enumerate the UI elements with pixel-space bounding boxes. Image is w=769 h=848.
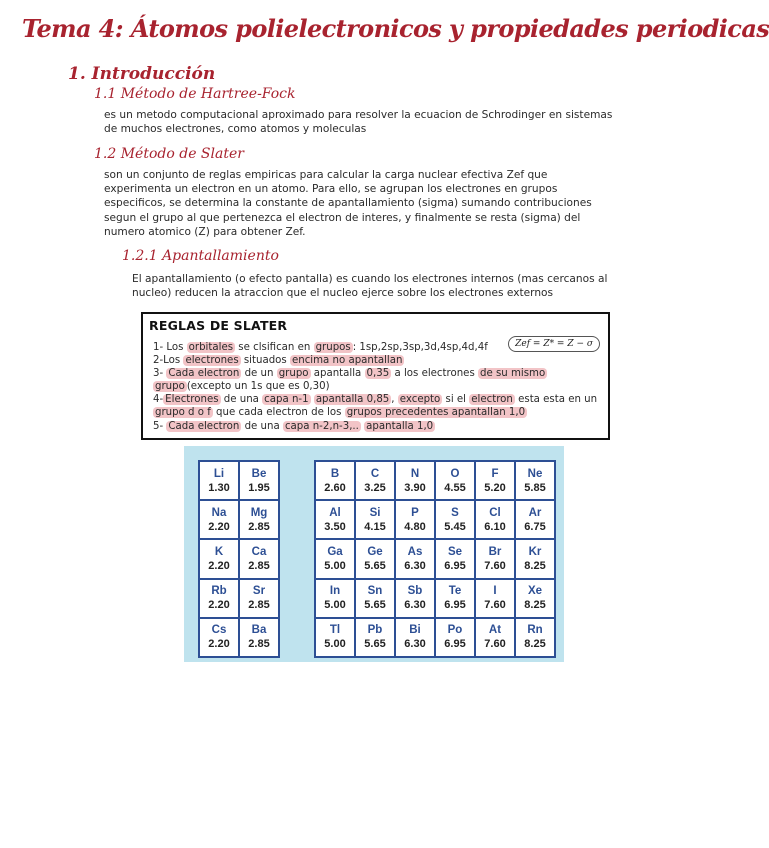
element-symbol: Ge	[367, 545, 383, 558]
rule-text: a los electrones	[391, 368, 478, 380]
element-cell-br	[475, 539, 515, 578]
rule-text: se clsifican en	[235, 342, 314, 353]
element-symbol: C	[370, 467, 380, 480]
apantallamiento-paragraph	[132, 272, 607, 300]
element-value: 6.75	[524, 520, 546, 533]
element-cell-c	[355, 461, 395, 500]
highlighted-text: capa n-2,n-3,..	[284, 420, 359, 432]
element-value: 8.25	[524, 559, 546, 572]
rule-text: 3-	[153, 368, 167, 380]
element-value: 8.25	[524, 638, 546, 651]
element-value: 6.95	[444, 599, 466, 612]
element-cell-se	[435, 539, 475, 578]
element-cell-kr	[515, 539, 555, 578]
element-value: 5.65	[364, 559, 386, 572]
element-value: 4.15	[364, 520, 386, 533]
paragraph-line: de muchos electrones, como atomos y moleculas	[104, 123, 367, 136]
element-value: 6.95	[444, 559, 466, 572]
element-value: 2.85	[248, 559, 270, 572]
highlighted-text: capa n-1	[264, 394, 309, 406]
element-value: 7.60	[484, 559, 506, 572]
paragraph-line: es un metodo computacional aproximado para resolver la ecuacion de Schrodinger en sistemas	[104, 109, 613, 121]
rule-text: 4-	[153, 394, 164, 406]
element-cell-ar	[515, 500, 555, 539]
rule-text: situados	[240, 355, 290, 367]
element-symbol: Ne	[527, 467, 543, 480]
element-symbol: S	[451, 506, 459, 519]
element-value: 6.95	[444, 638, 466, 651]
element-symbol: Sr	[252, 585, 266, 598]
element-value: 1.30	[208, 481, 230, 494]
element-cell-at	[475, 618, 515, 657]
paragraph-line: son un conjunto de reglas empiricas para calcular la carga nuclear efectiva Zef que	[104, 169, 548, 181]
element-value: 2.85	[248, 638, 270, 651]
element-cell-al	[315, 500, 355, 539]
rule-text: que cada electron de los	[212, 407, 345, 419]
element-symbol: Sb	[407, 585, 423, 598]
element-cell-i	[475, 579, 515, 618]
element-value: 5.00	[324, 599, 346, 612]
element-cell-ba	[239, 618, 279, 657]
slater-rules-list	[153, 341, 603, 433]
element-cell-ga	[315, 539, 355, 578]
highlighted-text: excepto	[399, 394, 441, 406]
element-symbol: Na	[211, 506, 227, 519]
element-cell-s	[435, 500, 475, 539]
element-symbol: Be	[251, 467, 267, 480]
element-value: 7.60	[484, 599, 506, 612]
page-title: Tema 4: Átomos polielectronicos y propiedades periodicas	[22, 14, 769, 43]
element-symbol: I	[493, 585, 497, 598]
element-cell-o	[435, 461, 475, 500]
element-symbol: As	[407, 545, 423, 558]
highlighted-text: apantalla 1,0	[366, 420, 434, 432]
element-value: 5.65	[364, 599, 386, 612]
highlighted-text: grupo	[278, 368, 309, 380]
element-symbol: Kr	[528, 545, 542, 558]
element-symbol: Si	[369, 506, 381, 519]
element-cell-sr	[239, 579, 279, 618]
element-symbol: Po	[447, 624, 463, 637]
zef-formula: Zef = Z* = Z − σ	[508, 336, 600, 352]
element-symbol: O	[450, 467, 460, 480]
highlighted-text: electrones	[185, 355, 239, 367]
slater-rule-line	[153, 341, 603, 354]
element-cell-rb	[199, 579, 239, 618]
table-groups-13-18	[314, 460, 556, 658]
element-value: 2.85	[248, 520, 270, 533]
slater-rule-line	[153, 380, 603, 393]
element-cell-as	[395, 539, 435, 578]
element-symbol: In	[329, 585, 341, 598]
element-cell-cs	[199, 618, 239, 657]
highlighted-text: grupo	[155, 381, 185, 393]
element-value: 5.65	[364, 638, 386, 651]
highlighted-text: orbitales	[188, 342, 234, 353]
element-cell-te	[435, 579, 475, 618]
element-symbol: Se	[447, 545, 463, 558]
highlighted-text: electron	[471, 394, 513, 406]
element-cell-ge	[355, 539, 395, 578]
slater-rules-title: REGLAS DE SLATER	[149, 318, 288, 333]
paragraph-line: nucleo) reducen la atraccion que el nucleo ejerce sobre los electrones externos	[132, 287, 554, 300]
paragraph-line: El apantallamiento (o efecto pantalla) es cuando los electrones internos (mas cercanos al	[132, 273, 608, 285]
element-symbol: Bi	[409, 624, 421, 637]
paragraph-line: especificos, se determina la constante de apantallamiento (sigma) sumando contribuciones	[104, 197, 592, 210]
element-value: 8.25	[524, 599, 546, 612]
element-value: 3.50	[324, 520, 346, 533]
element-value: 2.20	[208, 638, 230, 651]
rule-text: esta esta en un	[514, 394, 598, 406]
element-cell-rn	[515, 618, 555, 657]
rule-text: : 1sp,2sp,3sp,3d,4sp,4d,4f	[352, 342, 488, 353]
highlighted-text: encima no apantallan	[291, 355, 403, 367]
element-cell-xe	[515, 579, 555, 618]
highlighted-text: Electrones	[165, 394, 219, 406]
element-cell-p	[395, 500, 435, 539]
slater-rule-line	[153, 367, 603, 380]
slater-heading: 1.2 Método de Slater	[94, 146, 244, 162]
element-cell-k	[199, 539, 239, 578]
element-value: 2.20	[208, 599, 230, 612]
element-cell-sb	[395, 579, 435, 618]
element-value: 6.30	[404, 638, 426, 651]
element-value: 4.55	[444, 481, 466, 494]
element-value: 5.45	[444, 520, 466, 533]
element-cell-na	[199, 500, 239, 539]
element-symbol: Al	[329, 506, 341, 519]
element-cell-bi	[395, 618, 435, 657]
element-symbol: Rn	[527, 624, 543, 637]
element-cell-f	[475, 461, 515, 500]
element-symbol: F	[491, 467, 499, 480]
highlighted-text: Cada electron	[168, 420, 240, 432]
element-value: 5.00	[324, 638, 346, 651]
hartree-fock-heading: 1.1 Método de Hartree-Fock	[94, 86, 296, 102]
highlighted-text: 0,35	[366, 368, 390, 380]
rule-text: 1- Los	[153, 342, 187, 353]
rule-text: de una	[241, 420, 283, 432]
slater-rule-line	[153, 406, 603, 419]
element-cell-in	[315, 579, 355, 618]
element-value: 6.30	[404, 599, 426, 612]
element-symbol: Te	[448, 585, 462, 598]
rule-text: si el	[442, 394, 470, 406]
paragraph-line: segun el grupo al que pertenezca el electron de interes, y finalmente se resta (sigma) del	[104, 211, 581, 224]
element-value: 4.80	[404, 520, 426, 533]
element-symbol: Cs	[211, 624, 227, 637]
element-cell-ne	[515, 461, 555, 500]
element-cell-cl	[475, 500, 515, 539]
highlighted-text: de su mismo	[480, 368, 546, 380]
element-symbol: Li	[213, 467, 225, 480]
highlighted-text: grupo d o f	[155, 407, 211, 419]
rule-text: de un	[241, 368, 277, 380]
slater-rules-box	[141, 312, 610, 440]
element-symbol: N	[410, 467, 420, 480]
paragraph-line: experimenta un electron en un atomo. Para ello, se agrupan los electrones en grupos	[104, 183, 558, 196]
element-cell-mg	[239, 500, 279, 539]
element-symbol: Ar	[528, 506, 542, 519]
element-value: 3.25	[364, 481, 386, 494]
section-introduccion-heading: 1. Introducción	[68, 64, 216, 84]
element-symbol: K	[214, 545, 224, 558]
element-cell-b	[315, 461, 355, 500]
rule-text: 2-Los	[153, 355, 184, 367]
highlighted-text: grupos	[315, 342, 351, 353]
rule-text: ,	[391, 394, 398, 406]
element-value: 2.85	[248, 599, 270, 612]
apantallamiento-heading: 1.2.1 Apantallamiento	[122, 248, 279, 264]
element-symbol: Cl	[489, 506, 501, 519]
highlighted-text: apantalla 0,85	[315, 394, 390, 406]
element-value: 5.20	[484, 481, 506, 494]
rule-text: de una	[220, 394, 263, 406]
element-symbol: Pb	[367, 624, 383, 637]
element-value: 2.60	[324, 481, 346, 494]
element-symbol: At	[488, 624, 502, 637]
rule-text: 5-	[153, 420, 167, 432]
element-value: 2.20	[208, 559, 230, 572]
element-symbol: Rb	[211, 585, 227, 598]
hartree-fock-paragraph	[104, 108, 612, 136]
element-cell-tl	[315, 618, 355, 657]
element-symbol: Sn	[367, 585, 383, 598]
element-symbol: Tl	[329, 624, 341, 637]
paragraph-line: numero atomico (Z) para obtener Zef.	[104, 225, 306, 238]
element-cell-be	[239, 461, 279, 500]
element-value: 1.95	[248, 481, 270, 494]
element-value: 6.10	[484, 520, 506, 533]
element-cell-n	[395, 461, 435, 500]
slater-rule-line	[153, 393, 603, 406]
element-cell-si	[355, 500, 395, 539]
element-value: 7.60	[484, 638, 506, 651]
element-value: 2.20	[208, 520, 230, 533]
element-symbol: Ca	[251, 545, 267, 558]
table-groups-1-2	[198, 460, 280, 658]
slater-rule-line	[153, 354, 603, 367]
slater-rule-line	[153, 420, 603, 433]
element-symbol: Xe	[527, 585, 543, 598]
element-value: 3.90	[404, 481, 426, 494]
element-cell-li	[199, 461, 239, 500]
element-symbol: Mg	[250, 506, 268, 519]
element-cell-ca	[239, 539, 279, 578]
element-value: 5.00	[324, 559, 346, 572]
highlighted-text: grupos precedentes apantallan 1,0	[346, 407, 526, 419]
rule-text: (excepto un 1s que es 0,30)	[186, 381, 330, 393]
element-symbol: Ba	[251, 624, 267, 637]
element-symbol: Ga	[327, 545, 343, 558]
element-cell-po	[435, 618, 475, 657]
element-value: 5.85	[524, 481, 546, 494]
element-value: 6.30	[404, 559, 426, 572]
element-cell-sn	[355, 579, 395, 618]
element-symbol: P	[411, 506, 419, 519]
electronegativity-tables	[184, 446, 564, 662]
rule-text: apantalla	[310, 368, 365, 380]
element-symbol: B	[330, 467, 340, 480]
element-symbol: Br	[488, 545, 502, 558]
slater-paragraph	[104, 168, 592, 239]
element-cell-pb	[355, 618, 395, 657]
highlighted-text: Cada electron	[168, 368, 240, 380]
